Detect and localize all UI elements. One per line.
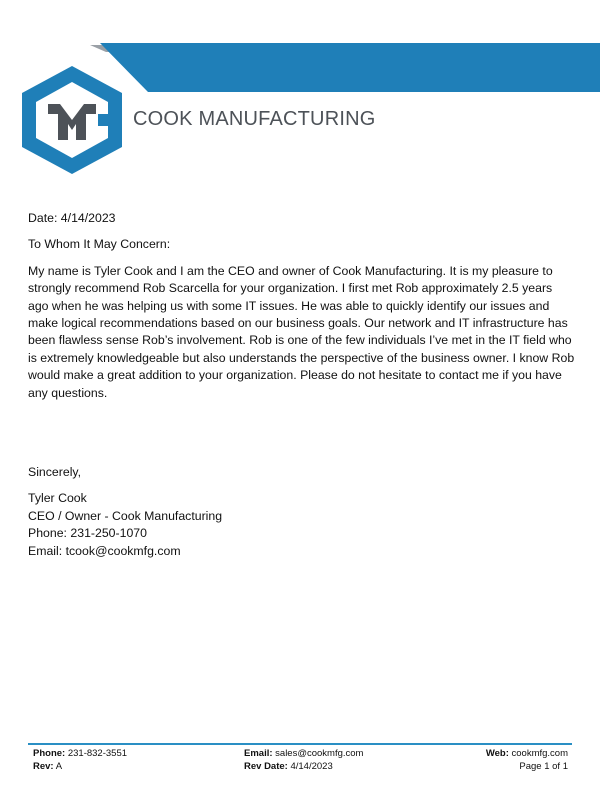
footer-phone	[33, 747, 127, 760]
signature-phone: Phone: 231-250-1070	[28, 526, 147, 541]
letter-paragraph: My name is Tyler Cook and I am the CEO and owner of Cook Manufacturing. It is my pleasure to strongly recommend Rob Scarcella for your organization. I first met Rob approximately 2.5 years ago when he was helping us with some IT issues. He was able to quickly identify our issues and make logical recommendations based on our business goals. Our network and IT infrastructure has been flawless sense Rob’s involvement. Rob is one of the few individuals I’ve met in the IT field who is extremely knowledgeable but also understands the perspective of the business owner. I know Rob would make a great addition to your organization. Please do not hesitate to contact me if you have any questions.	[28, 263, 575, 400]
footer-web	[486, 747, 568, 760]
footer-rev-label: Rev:	[33, 761, 54, 772]
logo-accent-bar	[98, 114, 108, 126]
signature-name: Tyler Cook	[28, 491, 87, 506]
footer-middle-column	[244, 747, 363, 773]
company-logo	[18, 62, 126, 178]
letter-closing: Sincerely,	[28, 465, 82, 480]
footer-page-number: Page 1 of 1	[519, 761, 568, 772]
footer-divider	[28, 743, 572, 745]
footer-phone-label: Phone:	[33, 748, 66, 759]
header-blue-stripe	[100, 43, 600, 92]
footer-left-column	[33, 747, 127, 773]
footer-rev-value: A	[55, 761, 63, 772]
footer-phone-value: 231-832-3551	[67, 748, 128, 759]
footer-rev	[33, 760, 127, 773]
page-footer	[33, 747, 568, 777]
footer-email-label: Email:	[244, 748, 273, 759]
signature-title: CEO / Owner - Cook Manufacturing	[28, 508, 223, 523]
letter-body	[28, 210, 576, 560]
footer-right-column	[486, 747, 568, 773]
footer-rev-date-value: 4/14/2023	[290, 761, 333, 772]
footer-rev-date	[244, 760, 363, 773]
footer-web-value: cookmfg.com	[511, 748, 568, 759]
company-name: COOK MANUFACTURING	[133, 108, 376, 130]
letter-date: Date: 4/14/2023	[28, 211, 116, 225]
letter-salutation: To Whom It May Concern:	[28, 237, 171, 252]
footer-email	[244, 747, 363, 760]
footer-web-label: Web:	[485, 748, 509, 759]
footer-rev-date-label: Rev Date:	[244, 761, 288, 772]
signature-email: Email: tcook@cookmfg.com	[28, 543, 181, 558]
footer-email-value: sales@cookmfg.com	[275, 748, 364, 759]
